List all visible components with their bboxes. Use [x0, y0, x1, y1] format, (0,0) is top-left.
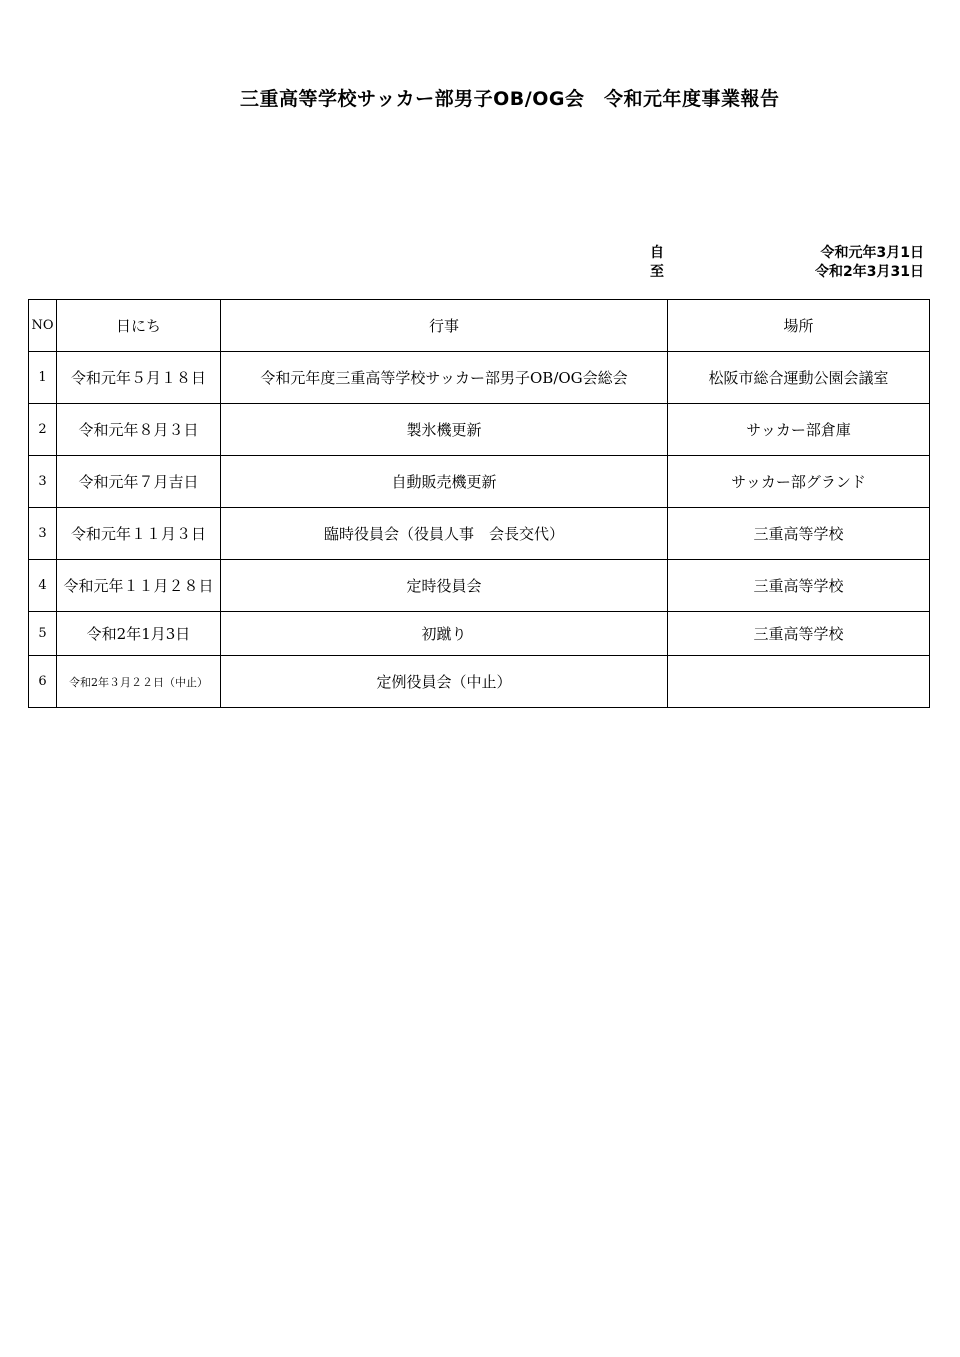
row-no: 1 [29, 352, 57, 404]
period-to-value: 令和2年3月31日 [815, 264, 924, 280]
row-event: 製氷機更新 [221, 404, 668, 456]
row-no: 4 [29, 560, 57, 612]
header-event: 行事 [221, 300, 668, 352]
row-event: 令和元年度三重高等学校サッカー部男子OB/OG会総会 [221, 352, 668, 404]
row-no: 5 [29, 612, 57, 656]
table-row [29, 456, 930, 508]
period-from-value: 令和元年3月1日 [820, 245, 924, 261]
header-no: NO [29, 300, 57, 352]
row-event: 臨時役員会（役員人事 会長交代） [221, 508, 668, 560]
row-event: 初蹴り [221, 612, 668, 656]
row-date: 令和2年３月２２日（中止） [57, 656, 221, 708]
period-from-label: 自 [650, 245, 664, 261]
period-to-label: 至 [650, 264, 664, 280]
row-place: 三重高等学校 [668, 560, 930, 612]
header-place: 場所 [668, 300, 930, 352]
row-date: 令和元年１１月３日 [57, 508, 221, 560]
table-row [29, 508, 930, 560]
row-no: 6 [29, 656, 57, 708]
row-no: 2 [29, 404, 57, 456]
row-date: 令和元年７月吉日 [57, 456, 221, 508]
row-date: 令和元年１１月２８日 [57, 560, 221, 612]
row-no: 3 [29, 508, 57, 560]
row-place: サッカー部グランド [668, 456, 930, 508]
row-date: 令和元年８月３日 [57, 404, 221, 456]
table-row [29, 560, 930, 612]
header-date: 日にち [57, 300, 221, 352]
row-place: 三重高等学校 [668, 612, 930, 656]
row-date: 令和元年５月１８日 [57, 352, 221, 404]
row-place: 松阪市総合運動公園会議室 [668, 352, 930, 404]
row-place [668, 656, 930, 708]
row-place: 三重高等学校 [668, 508, 930, 560]
row-date: 令和2年1月3日 [57, 612, 221, 656]
row-event: 自動販売機更新 [221, 456, 668, 508]
table-row [29, 612, 930, 656]
table-row [29, 404, 930, 456]
page-title: 三重高等学校サッカー部男子OB/OG会 令和元年度事業報告 [240, 88, 780, 110]
row-event: 定例役員会（中止） [221, 656, 668, 708]
table-row [29, 656, 930, 708]
row-place: サッカー部倉庫 [668, 404, 930, 456]
table-row [29, 352, 930, 404]
table-header-row [29, 300, 930, 352]
row-no: 3 [29, 456, 57, 508]
row-event: 定時役員会 [221, 560, 668, 612]
activity-report-table [28, 299, 930, 708]
